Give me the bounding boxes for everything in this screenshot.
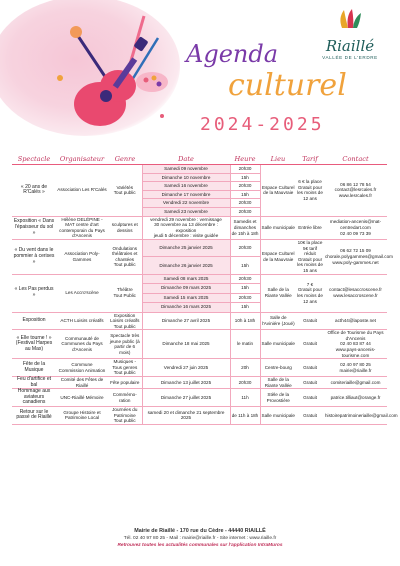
cell-date: Dimanche 27 avril 2025 [142, 312, 230, 330]
cell-genre: Spectacle très jeune public (à partir de 6 mois) [108, 330, 142, 359]
column-header: Spectacle [12, 153, 56, 165]
cell-genre: Journées du Patrimoine Tout public [108, 407, 142, 425]
table-row [12, 359, 387, 377]
cell-organisateur: UNC-Riaillé Mémoire [56, 389, 108, 407]
cell-date: Vendredi 22 novembre [142, 199, 230, 208]
season-years: 2024-2025 [200, 114, 325, 135]
table-row [12, 407, 387, 425]
table-row [12, 274, 387, 284]
cell-genre: Fête populaire [108, 377, 142, 389]
cell-spectacle: Retour sur le passé de Riaillé [12, 407, 56, 425]
cell-spectacle: Exposition « Dans l'épaisseur du sol » [12, 216, 56, 239]
cell-genre: Théâtre Tout Public [108, 274, 142, 312]
cell-tarif: Entrée libre [296, 216, 324, 239]
cell-organisateur: Groupe Histoire et Patrimoine Local [56, 407, 108, 425]
cell-date: Samedi 09 novembre [142, 165, 230, 174]
cell-date: Samedi 23 novembre [142, 207, 230, 216]
cell-lieu: Salle de la Riante Vallée [260, 377, 296, 389]
cell-lieu: Centre-bourg [260, 359, 296, 377]
footer [0, 528, 400, 548]
cell-organisateur: ACTH Loisirs créatifs [56, 312, 108, 330]
cell-genre: Ondulations théâtrales et chantées Tout public [108, 239, 142, 274]
cell-genre: sculptures et dessins [108, 216, 142, 239]
table-row [12, 239, 387, 256]
cell-organisateur: Comité des Fêtes de Riaillé [56, 377, 108, 389]
title-agenda: Agenda [186, 40, 279, 68]
cell-date: Dimanche 18 mai 2025 [142, 330, 230, 359]
cell-spectacle: « Les Pas perdus » [12, 274, 56, 312]
cell-spectacle: Hommage aux aviateurs canadiens [12, 389, 56, 407]
logo-tagline: VALLÉE DE L'ERDRE [322, 55, 378, 60]
cell-heure: 20h30 [230, 207, 260, 216]
logo-flame-icon [336, 8, 364, 30]
cell-heure: 20h30 [230, 182, 260, 191]
title-culturel: culturel [228, 68, 347, 103]
cell-date: Samedi 15 mars 2025 [142, 293, 230, 303]
cell-lieu: Salle municipale [260, 216, 296, 239]
table-row [12, 165, 387, 174]
cell-contact: Office de Tourisme du Pays d'Ancenis 02 40 83 87 44 www.pays-ancenis-tourisme.com [324, 330, 387, 359]
cell-organisateur: Les Accro'scène [56, 274, 108, 312]
logo-name: Riaillé [325, 37, 375, 55]
cell-heure: 10h à 18h [230, 312, 260, 330]
cell-spectacle: Fête de la Musique [12, 359, 56, 377]
palette-icon [136, 72, 168, 92]
cell-heure: 15h [230, 190, 260, 199]
cell-spectacle: « Du vent dans le pommier à cerises » [12, 239, 56, 274]
guitar-icon [40, 8, 180, 138]
table-row [12, 389, 387, 407]
cell-contact: 02 40 97 80 25 mairie@riaille.fr [324, 359, 387, 377]
cell-contact: 06 62 72 15 09 chorale.polygammes@gmail.com www.poly-gammes.net [324, 239, 387, 274]
cell-contact: histoirepatrimoineriaille@gmail.com [324, 407, 387, 425]
cell-contact: comiteriaille@gmail.com [324, 377, 387, 389]
cell-heure: 20h30 [230, 293, 260, 303]
cell-heure: 20h30 [230, 274, 260, 284]
cell-organisateur: Association Poly-Gammes [56, 239, 108, 274]
table-row [12, 330, 387, 359]
cell-heure: Samedis et dimanches de 15h à 18h [230, 216, 260, 239]
cell-heure: 15h [230, 257, 260, 274]
cell-heure: 20h [230, 359, 260, 377]
cell-heure: 15h [230, 284, 260, 294]
cell-date: Samedi 16 novembre [142, 182, 230, 191]
cell-tarif: Gratuit [296, 377, 324, 389]
column-header: Genre [108, 153, 142, 165]
cell-contact: mediation-ancenis@mat-centredart.com 02 40 09 73 39 [324, 216, 387, 239]
cell-date: Dimanche 26 janvier 2025 [142, 257, 230, 274]
cell-contact: contact@lesaccroscene.fr www.lesaccroscene.fr [324, 274, 387, 312]
cell-heure: 15h [230, 173, 260, 182]
cell-date: Dimanche 17 novembre [142, 190, 230, 199]
cell-contact: acth44@laposte.net [324, 312, 387, 330]
column-header: Tarif [296, 153, 324, 165]
cell-lieu: Espace Culturel de la Mauvraie [260, 165, 296, 217]
table-row [12, 216, 387, 239]
paintbrush-tip-icon [70, 26, 82, 38]
column-header: Heure [230, 153, 260, 165]
cell-date: Dimanche 27 juillet 2025 [142, 389, 230, 407]
footer-address: Mairie de Riaillé - 170 rue du Cèdre - 44440 RIAILLÉ [134, 528, 266, 534]
cell-tarif: Gratuit [296, 407, 324, 425]
cell-heure: 15h [230, 303, 260, 313]
column-header: Date [142, 153, 230, 165]
table-row [12, 377, 387, 389]
column-header: Lieu [260, 153, 296, 165]
cell-contact: patrice.tilliaut@orange.fr [324, 389, 387, 407]
events-table [12, 153, 398, 425]
cell-organisateur: Hélène DELÉPINE - MAT centre d'art contemporain du Pays d'Ancenis [56, 216, 108, 239]
cell-spectacle: « 20 ans de R'Calés » [12, 165, 56, 217]
cell-lieu: Espace Culturel de la Mauvraie [260, 239, 296, 274]
cell-heure: 11h [230, 389, 260, 407]
cell-tarif: 10€ la place 5€ tarif réduit Gratuit pour les moins de 15 ans [297, 239, 323, 273]
cell-contact: 06 86 12 78 54 contact@lesrcales.fr www.lesrcales.fr [324, 165, 387, 217]
table-body [12, 165, 398, 425]
cell-tarif: 6 € la place Gratuit pour les moins de 12 ans [296, 165, 324, 217]
cell-date: Dimanche 13 juillet 2025 [142, 377, 230, 389]
cell-heure: le matin [230, 330, 260, 359]
cell-heure: 20h30 [230, 239, 260, 256]
cell-organisateur: Association Les R'Calés [56, 165, 108, 217]
footer-contact: Tél. 02 40 97 80 25 - Mail : mairie@riaille.fr - Site internet : www.riaille.fr [123, 536, 277, 541]
cell-tarif: Gratuit [296, 389, 324, 407]
cell-date: Dimanche 25 janvier 2025 [142, 239, 230, 256]
cell-lieu: Salle municipale [260, 330, 296, 359]
cell-lieu: Salle municipale [260, 407, 296, 425]
cell-date: Samedi 08 mars 2025 [142, 274, 230, 284]
cell-date: samedi 20 et dimanche 21 septembre 2025 [142, 407, 230, 425]
cell-tarif: Gratuit [296, 330, 324, 359]
cell-heure: de 11h à 18h [230, 407, 260, 425]
column-header: Organisateur [56, 153, 108, 165]
cell-date: Dimanche 09 mars 2025 [142, 284, 230, 294]
cell-heure: 20h30 [230, 377, 260, 389]
column-header: Contact [324, 153, 387, 165]
cell-organisateur: Commune Commission Animation [56, 359, 108, 377]
cell-lieu: Salle de la Riante Vallée [260, 274, 296, 312]
cell-tarif: Gratuit [296, 359, 324, 377]
cell-lieu: Stèle de la Provostière [260, 389, 296, 407]
cell-spectacle: Exposition [12, 312, 56, 330]
cell-heure: 20h30 [230, 165, 260, 174]
cell-spectacle: « Elle tourne ! » (Festival Harpes au Max) [12, 330, 56, 359]
cell-date: Dimanche 16 mars 2025 [142, 303, 230, 313]
cell-heure: 20h30 [230, 199, 260, 208]
cell-date: Vendredi 27 juin 2025 [142, 359, 230, 377]
cell-genre: Commémo-ration [108, 389, 142, 407]
cell-genre: Variétés Tout public [108, 165, 142, 217]
cell-spectacle: Feu d'artifice et bal [12, 377, 56, 389]
town-logo [310, 8, 390, 60]
cell-lieu: Salle de l'Aviniére (Joué) [260, 312, 296, 330]
table-row [12, 312, 387, 330]
cell-organisateur: Communauté de Communes du Pays d'Ancenis [56, 330, 108, 359]
cell-date: vendredi 29 novembre : vernissage 30 novembre au 13 décembre : exposition jeudi 5 décembre : visite guidée [142, 216, 230, 239]
cell-genre: Exposition Loisirs créatifs Tout public [108, 312, 142, 330]
cell-genre: Musiques - Tous genres Tout public [108, 359, 142, 377]
cell-date: Dimanche 10 novembre [142, 173, 230, 182]
table-header-row [12, 153, 387, 165]
cell-tarif: 7 € Gratuit pour les moins de 12 ans [296, 274, 324, 312]
footer-app-notice: Retrouvez toutes les actualités communales sur l'application IntraMuros [117, 543, 283, 548]
cell-tarif: Gratuit [296, 312, 324, 330]
